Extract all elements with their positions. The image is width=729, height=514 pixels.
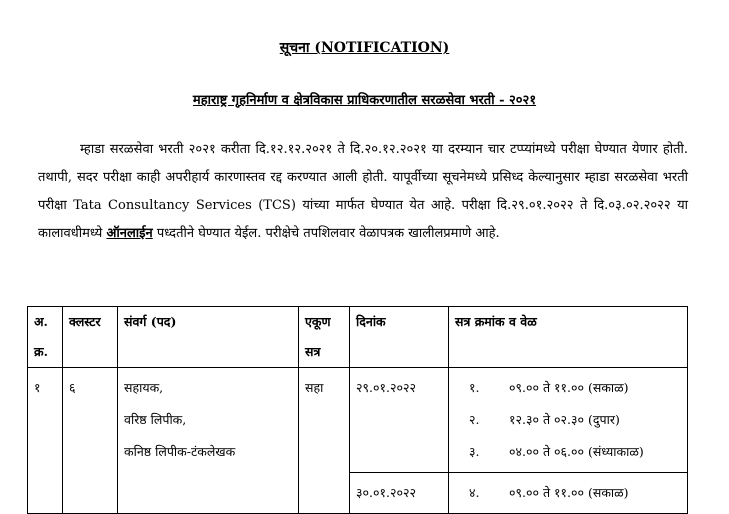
header-total-sessions: एकूण सत्र bbox=[299, 307, 350, 368]
notice-paragraph bbox=[38, 136, 688, 248]
header-date: दिनांक bbox=[350, 307, 449, 368]
session-slot: ३. ०४.०० ते ०६.०० (संध्याकाळ) bbox=[469, 444, 644, 459]
paragraph-online-emphasis: ऑनलाईन bbox=[106, 226, 153, 241]
notice-subtitle: महाराष्ट्र गृहनिर्माण व क्षेत्रविकास प्राधिकरणातील सरळसेवा भरती - २०२१ bbox=[192, 93, 537, 108]
post-name: सहायक, bbox=[124, 380, 164, 395]
header-session-time: सत्र क्रमांक व वेळ bbox=[449, 307, 688, 368]
exam-schedule-table bbox=[27, 306, 688, 514]
cell-posts bbox=[118, 368, 299, 514]
cell-date: २९.०१.२०२२ bbox=[350, 368, 449, 473]
cell-slots bbox=[449, 473, 688, 514]
table-header-row bbox=[28, 307, 688, 368]
session-slot: ४. ०९.०० ते ११.०० (सकाळ) bbox=[469, 485, 629, 500]
header-cluster: क्लस्टर bbox=[63, 307, 118, 368]
cell-cluster: ६ bbox=[63, 368, 118, 514]
cell-slots bbox=[449, 368, 688, 473]
cell-date: ३०.०१.२०२२ bbox=[350, 473, 449, 514]
header-sr-no: अ. क्र. bbox=[28, 307, 63, 368]
table-row bbox=[28, 368, 688, 473]
notice-title: सूचना (NOTIFICATION) bbox=[279, 40, 450, 56]
cell-sessions: सहा bbox=[299, 368, 350, 514]
post-name: कनिष्ठ लिपीक-टंकलेखक bbox=[124, 444, 236, 459]
session-slot: १. ०९.०० ते ११.०० (सकाळ) bbox=[469, 380, 629, 395]
paragraph-text-1: म्हाडा सरळसेवा भरती २०२१ करीता दि.१२.१२.२०२१ ते दि.२०.१२.२०२१ या दरम्यान चार टप्प्यांमध्ये परीक्षा घेण्यात येणार होती. तथापी, सदर परीक्षा काही अपरीहार्य कारणास्तव रद्द करण्यात आली होती. यापूर्वीच्या सूचनेमध्ये प्रसिध्द केल्यानुसार म्हाडा सरळसेवा भरती परीक्षा Tata Consultancy Services (TCS) यांच्या मार्फत घेण्यात येत आहे. परीक्षा दि.२९.०१.२०२२ ते दि.०३.०२.२०२२ या कालावधीमध्ये bbox=[38, 142, 688, 241]
paragraph-text-2: पध्दतीने घेण्यात येईल. परीक्षेचे तपशिलवार वेळापत्रक खालीलप्रमाणे आहे. bbox=[152, 226, 500, 241]
header-post: संवर्ग (पद) bbox=[118, 307, 299, 368]
post-name: वरिष्ठ लिपीक, bbox=[124, 412, 187, 427]
cell-sr-no: १ bbox=[28, 368, 63, 514]
session-slot: २. १२.३० ते ०२.३० (दुपार) bbox=[469, 412, 620, 427]
